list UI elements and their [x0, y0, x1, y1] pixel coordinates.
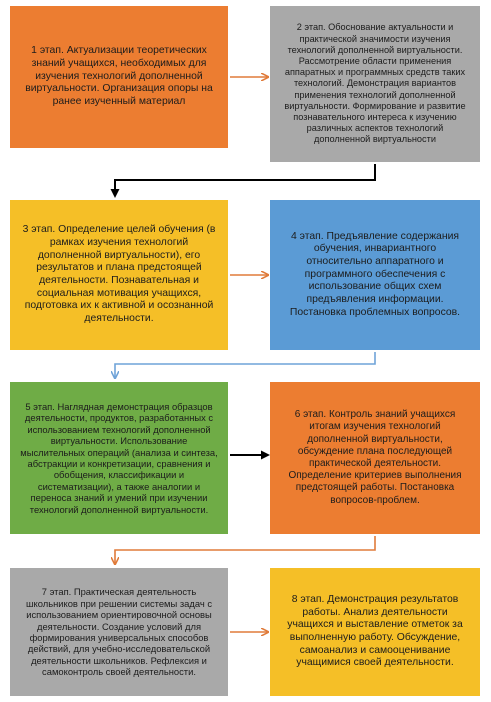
stage-1-box [10, 6, 228, 148]
stage-5-text: 5 этап. Наглядная демонстрация образцов деятельности, продуктов, разработанных с использованием технологий дополненной виртуальности. Использование мыслительных операций (анализа и синтеза, абстракции и конкретизации, сравнения и обобщения, классификации и систематизации), а также аналогии и переноса знаний и умений при изучении технологий дополненной виртуальности. [20, 400, 218, 515]
stage-8-box [270, 568, 480, 696]
arrow-6-to-7 [115, 536, 375, 564]
stage-6-box [270, 382, 480, 534]
stage-5-box [10, 382, 228, 534]
arrow-4-to-5 [115, 352, 375, 378]
stage-3-text: 3 этап. Определение целей обучения (в рамках изучения технологий дополненной виртуальности), его результатов и плана предстоящей деятельности. Познавательная и социальная мотивация учащихся, подготовка их к активной и осознанной деятельности. [22, 224, 216, 325]
stage-3-box [10, 200, 228, 350]
stage-2-text: 2 этап. Обоснование актуальности и практической значимости изучения технологий дополненной виртуальности. Рассмотрение области применения аппаратных и программных средств таких технологий. Демонстрация вариантов применения технологий дополненной виртуальности. Формирование и развитие познавательного интереса к изучению различных аспектов технологий дополненной виртуальности [284, 22, 466, 145]
stage-7-text: 7 этап. Практическая деятельность школьников при решении системы задач с использованием ориентировочной основы деятельности. Создание условий для формирования универсальных способов действий, для учебно-исследовательской деятельности школьников. Рефлексия и самоконтроль своей деятельности. [25, 586, 213, 678]
stage-6-text: 6 этап. Контроль знаний учащихся итогам изучения технологий дополненной виртуальности, обсуждение плана последующей практической деятельности. Определение критериев выполнения предстоящей работы. Постановка вопросов-проблем. [288, 409, 462, 506]
arrow-2-to-3 [115, 164, 375, 196]
stage-1-text: 1 этап. Актуализации теоретических знаний учащихся, необходимых для изучения технологий дополненной виртуальности. Организация опоры на ранее изученный материал [25, 45, 213, 108]
stage-8-text: 8 этап. Демонстрация результатов работы. Анализ деятельности учащихся и выставление отметок за выполненную работу. Обсуждение, самоанализ и самооценивание учащимися своей деятельности. [287, 593, 463, 669]
stage-4-box [270, 200, 480, 350]
stage-2-box [270, 6, 480, 162]
stage-4-text: 4 этап. Предъявление содержания обучения, инвариантного относительно аппаратного и программного обеспечения с использование общих схем предъявления информации. Постановка проблемных вопросов. [289, 230, 461, 318]
stage-7-box [10, 568, 228, 696]
